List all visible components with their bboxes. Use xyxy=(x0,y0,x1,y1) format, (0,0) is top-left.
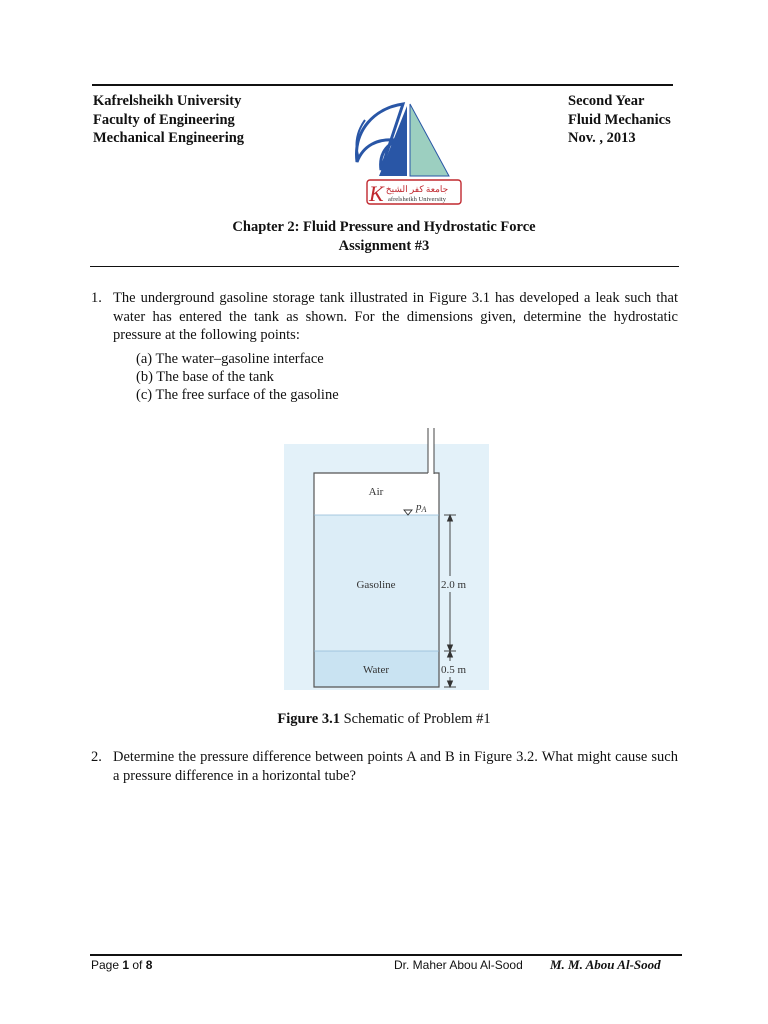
header-left xyxy=(93,92,244,148)
date-label: Nov. , 2013 xyxy=(568,130,636,146)
year-label: Second Year xyxy=(568,93,645,109)
figure-caption-label: Figure 3.1 xyxy=(277,711,340,727)
problem-2-text: Determine the pressure difference between points A and B in Figure 3.2. What might cause such a pressure difference in a horizontal tube? xyxy=(113,749,678,784)
problem-2 xyxy=(91,748,678,785)
faculty-name: Faculty of Engineering xyxy=(93,111,235,128)
problem-2-number: 2. xyxy=(91,749,102,765)
course-name: Fluid Mechanics xyxy=(568,111,671,128)
page-current: 1 xyxy=(122,958,130,972)
logo-sail-teal xyxy=(410,104,449,176)
page-total: 8 xyxy=(145,958,153,972)
university-logo xyxy=(345,100,470,210)
problem-1-part-b: (b) The base of the tank xyxy=(136,369,274,385)
problem-1-part-a: (a) The water–gasoline interface xyxy=(136,351,324,367)
problem-1-parts xyxy=(136,350,339,404)
logo-text-arabic: جامعة كفر الشيخ xyxy=(385,184,449,194)
problem-1 xyxy=(91,289,678,345)
problem-1-number: 1. xyxy=(91,290,102,306)
figure-caption-text: Schematic of Problem #1 xyxy=(339,711,491,727)
footer-signature: M. M. Abou Al-Sood xyxy=(550,957,661,972)
dimension-gasoline-label: 2.0 m xyxy=(441,579,467,591)
figure-3-1-caption xyxy=(0,711,768,728)
header-top-rule xyxy=(92,84,673,86)
university-name: Kafrelsheikh University xyxy=(93,93,242,109)
vent-pipe xyxy=(428,428,434,474)
chapter-title: Chapter 2: Fluid Pressure and Hydrostatic Force xyxy=(232,219,536,235)
logo-text-english: afrelsheikh University xyxy=(388,196,446,203)
dimension-water-label: 0.5 m xyxy=(441,664,467,676)
department-name: Mechanical Engineering xyxy=(93,130,245,146)
problem-1-part-c: (c) The free surface of the gasoline xyxy=(136,387,339,403)
page-number: Page 1 of 8 xyxy=(91,958,153,972)
title-bottom-rule xyxy=(90,266,679,267)
header-right xyxy=(568,92,671,148)
footer-rule xyxy=(90,954,682,956)
label-pa: pA xyxy=(416,501,427,514)
label-gasoline: Gasoline xyxy=(356,579,396,591)
label-air: Air xyxy=(368,486,384,498)
logo-letter: K xyxy=(369,181,384,206)
label-water: Water xyxy=(363,664,389,676)
assignment-title: Assignment #3 xyxy=(338,238,430,254)
footer-author: Dr. Maher Abou Al-Sood xyxy=(394,958,523,972)
problem-1-text: The underground gasoline storage tank illustrated in Figure 3.1 has developed a leak such that water has entered the tank as shown. For the dimensions given, determine the hydrostatic pressure at the following points: xyxy=(113,290,678,343)
figure-3-1 xyxy=(280,424,492,692)
